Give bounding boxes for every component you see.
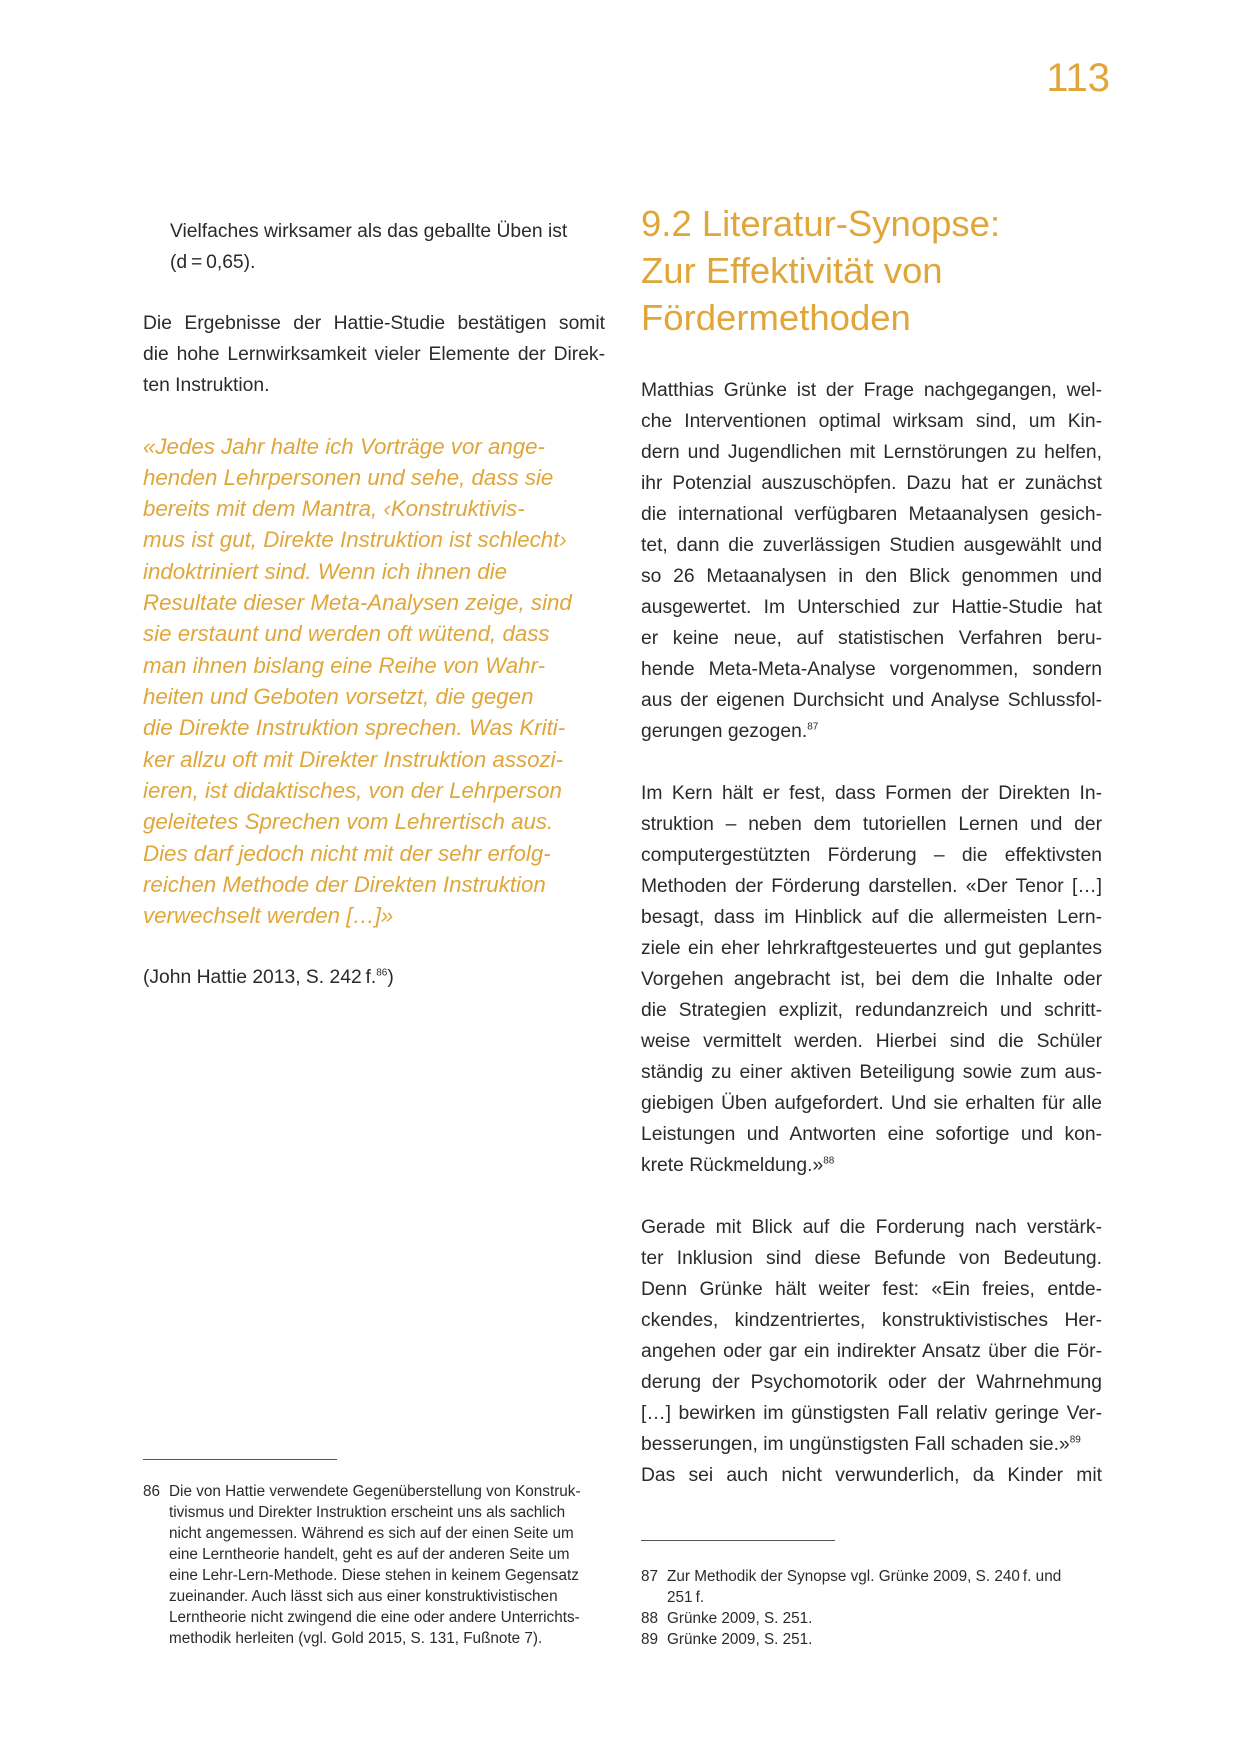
heading-line: 9.2 Literatur-Synopse: — [641, 203, 1001, 244]
quote-line: man ihnen bislang eine Reihe von Wahr- — [143, 653, 546, 678]
text-line: Gerade mit Blick auf die Forderung nach verstärk- — [641, 1217, 1102, 1238]
text-line: derung der Psychomotorik oder der Wahrnehmung — [641, 1372, 1102, 1393]
text-line: die hohe Lernwirksamkeit vieler Elemente der Direk- — [143, 344, 605, 365]
text-line: Leistungen und Antworten eine sofortige und kon- — [641, 1124, 1102, 1145]
footnote-line: 251 f. — [667, 1589, 705, 1606]
text-line: Matthias Grünke ist der Frage nachgegangen, wel- — [641, 380, 1102, 401]
text-line: er keine neue, auf statistischen Verfahren beru- — [641, 628, 1102, 649]
text-line: Im Kern hält er fest, dass Formen der Direkten In- — [641, 783, 1102, 804]
text-line: besagt, dass im Hinblick auf die allermeisten Lern- — [641, 907, 1102, 928]
line-text: krete Rückmeldung.» — [641, 1155, 824, 1176]
footnote-number: 87 — [641, 1568, 659, 1585]
text-line: ziele ein eher lehrkraftgesteuertes und gut geplantes — [641, 938, 1102, 959]
text-line: ständig zu einer aktiven Beteiligung sowie zum aus- — [641, 1062, 1102, 1083]
heading-line: Fördermethoden — [641, 297, 911, 338]
quote-line: Resultate dieser Meta-Analysen zeige, sind — [143, 590, 572, 615]
text-line — [641, 716, 818, 747]
quote-line: die Direkte Instruktion sprechen. Was Kriti- — [143, 715, 566, 740]
footnote-line: Die von Hattie verwendete Gegenüberstellung von Konstruk- — [169, 1483, 581, 1500]
footnote-line: eine Lehr-Lern-Methode. Diese stehen in keinem Gegensatz — [169, 1567, 579, 1584]
page-number: 113 — [1046, 56, 1110, 100]
text-line: weise vermittelt werden. Hierbei sind die Schüler — [641, 1031, 1102, 1052]
text-line: ten Instruktion. — [143, 375, 270, 396]
text-line: […] bewirken im günstigsten Fall relativ geringe Ver- — [641, 1403, 1102, 1424]
text-line — [641, 1150, 834, 1181]
footnote-line: Grünke 2009, S. 251. — [667, 1631, 813, 1648]
footnote-ref[interactable]: 88 — [823, 1155, 835, 1167]
text-line: Denn Grünke hält weiter fest: «Ein freies, entde- — [641, 1279, 1102, 1300]
text-line: Das sei auch nicht verwunderlich, da Kinder mit — [641, 1465, 1102, 1486]
text-line: ckendes, kindzentriertes, konstruktivistisches Her- — [641, 1310, 1102, 1331]
quote-line: indoktriniert sind. Wenn ich ihnen die — [143, 559, 507, 584]
citation-close: ) — [387, 967, 394, 988]
footnote-line: Zur Methodik der Synopse vgl. Grünke 2009, S. 240 f. und — [667, 1568, 1062, 1585]
text-line — [641, 1429, 1081, 1460]
text-line: angehen oder gar ein indirekter Ansatz über die För- — [641, 1341, 1102, 1362]
text-line: aus der eigenen Durchsicht und Analyse Schlussfol- — [641, 690, 1102, 711]
footnote-line: Lerntheorie nicht zwingend die eine oder andere Unterrichts- — [169, 1609, 580, 1626]
text-line: dern und Jugendlichen mit Lernstörungen zu helfen, — [641, 442, 1102, 463]
text-line: ihr Potenzial auszuschöpfen. Dazu hat er zunächst — [641, 473, 1102, 494]
quote-line: Dies darf jedoch nicht mit der sehr erfolg- — [143, 841, 551, 866]
footnote-number: 88 — [641, 1610, 659, 1627]
text-line: Vielfaches wirksamer als das geballte Üben ist — [170, 221, 568, 242]
quote-line: verwechselt werden […]» — [143, 903, 394, 928]
quote-line: ieren, ist didaktisches, von der Lehrperson — [143, 778, 562, 803]
footnote-divider — [143, 1459, 337, 1460]
text-line: Vorgehen angebracht ist, bei dem die Inhalte oder — [641, 969, 1102, 990]
text-line: struktion – neben dem tutoriellen Lernen und der — [641, 814, 1102, 835]
text-line: che Interventionen optimal wirksam sind, um Kin- — [641, 411, 1102, 432]
text-line: ausgewertet. Im Unterschied zur Hattie-Studie hat — [641, 597, 1102, 618]
heading-line: Zur Effektivität von — [641, 250, 943, 291]
quote-line: ker allzu oft mit Direkter Instruktion assozi- — [143, 747, 564, 772]
footnote-divider — [641, 1540, 835, 1541]
quote-line: henden Lehrpersonen und sehe, dass sie — [143, 465, 554, 490]
footnote-line: tivismus und Direkter Instruktion erscheint uns als sachlich — [169, 1504, 566, 1521]
footnote-ref[interactable]: 87 — [807, 721, 819, 733]
text-line: die Strategien explizit, redundanzreich und schritt- — [641, 1000, 1102, 1021]
footnote-line: nicht angemessen. Während es sich auf der einen Seite um — [169, 1525, 574, 1542]
footnote-line: methodik herleiten (vgl. Gold 2015, S. 131, Fußnote 7). — [169, 1630, 543, 1647]
quote-line: «Jedes Jahr halte ich Vorträge vor ange- — [143, 434, 545, 459]
quote-citation — [143, 962, 394, 993]
text-line: Methoden der Förderung darstellen. «Der Tenor […] — [641, 876, 1102, 897]
quote-line: reichen Methode der Direkten Instruktion — [143, 872, 546, 897]
footnote-number: 86 — [143, 1483, 161, 1500]
footnote-line: zueinander. Auch lässt sich aus einer konstruktivistischen — [169, 1588, 558, 1605]
quote-line: bereits mit dem Mantra, ‹Konstruktivis- — [143, 496, 525, 521]
text-line: Die Ergebnisse der Hattie-Studie bestätigen somit — [143, 313, 605, 334]
quote-line: geleitetes Sprechen vom Lehrertisch aus. — [143, 809, 554, 834]
text-line: ter Inklusion sind diese Befunde von Bedeutung. — [641, 1248, 1102, 1269]
citation-text: (John Hattie 2013, S. 242 f. — [143, 967, 377, 988]
text-line: hende Meta-Meta-Analyse vorgenommen, sondern — [641, 659, 1102, 680]
footnote-ref[interactable]: 89 — [1069, 1434, 1081, 1446]
text-line: tet, dann die zuverlässigen Studien ausgewählt und — [641, 535, 1102, 556]
footnote-line: Grünke 2009, S. 251. — [667, 1610, 813, 1627]
text-line: (d = 0,65). — [170, 252, 256, 273]
line-text: gerungen gezogen. — [641, 721, 808, 742]
quote-line: mus ist gut, Direkte Instruktion ist schlecht› — [143, 527, 567, 552]
text-line: die international verfügbaren Metaanalysen gesich- — [641, 504, 1102, 525]
footnote-ref[interactable]: 86 — [376, 967, 388, 979]
quote-line: heiten und Geboten vorsetzt, die gegen — [143, 684, 534, 709]
text-line: so 26 Metaanalysen in den Blick genommen und — [641, 566, 1102, 587]
line-text: besserungen, im ungünstigsten Fall schaden sie.» — [641, 1434, 1070, 1455]
footnote-number: 89 — [641, 1631, 659, 1648]
text-line: giebigen Üben aufgefordert. Und sie erhalten für alle — [641, 1093, 1102, 1114]
quote-line: sie erstaunt und werden oft wütend, dass — [143, 621, 550, 646]
footnote-line: eine Lerntheorie handelt, geht es auf der anderen Seite um — [169, 1546, 570, 1563]
text-line: computergestützten Förderung – die effektivsten — [641, 845, 1102, 866]
